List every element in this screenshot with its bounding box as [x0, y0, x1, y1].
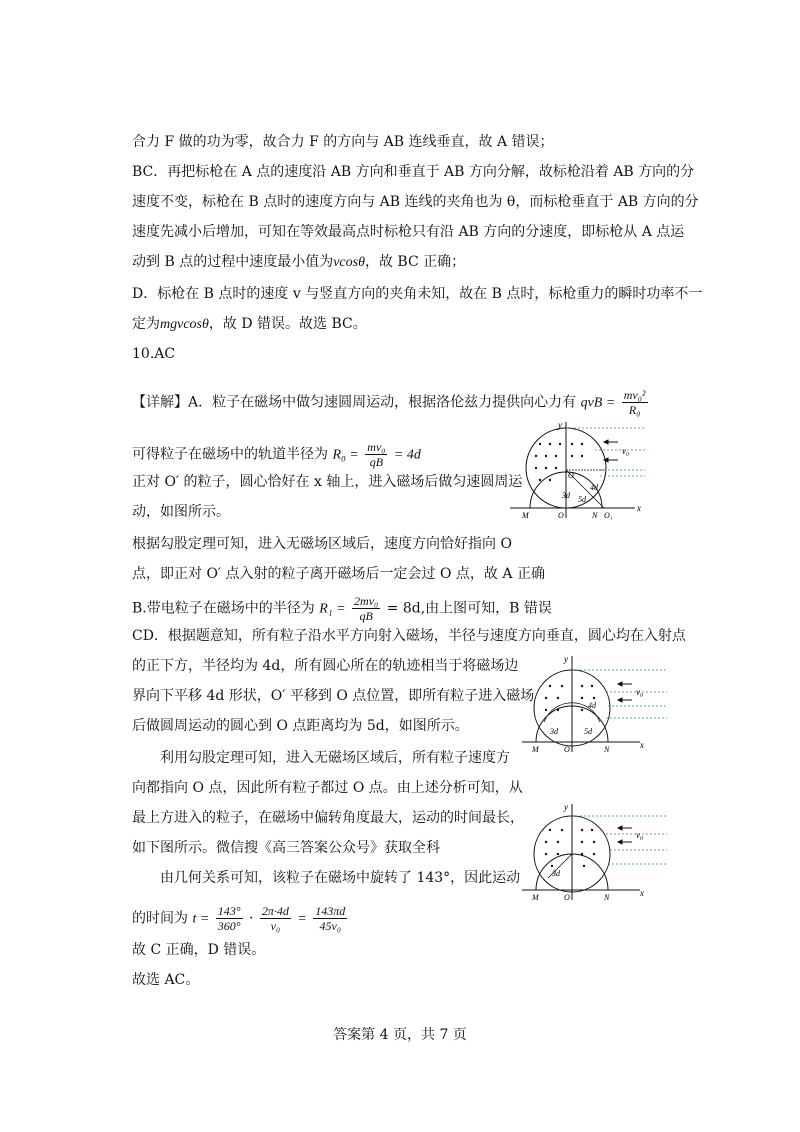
fraction-numerator: mv₀	[367, 440, 386, 454]
point-label-o: O	[564, 745, 570, 754]
text-line: 界向下平移 4d 形状，O′ 平移到 O 点位置，即所有粒子进入磁场	[132, 688, 535, 704]
text-span: 定为	[132, 316, 160, 332]
text-line: 故选 AC。	[132, 972, 200, 988]
text-line: 由几何关系可知，该粒子在磁场中旋转了 143°，因此运动	[160, 870, 521, 886]
text-line: 向都指向 O 点，因此所有粒子都过 O 点。由上述分析可知，从	[132, 780, 523, 796]
fraction-denominator: qB	[359, 609, 373, 623]
fraction-numerator: mv₀²	[623, 388, 646, 402]
text-span: B.带电粒子在磁场中的半径为	[132, 600, 315, 617]
length-label: 4d	[588, 701, 596, 710]
length-label: 3d	[550, 727, 558, 736]
text-line: 动，如图所示。	[132, 504, 230, 520]
axis-label-x: x	[640, 740, 644, 750]
text-line: 点，即正对 O′ 点入射的粒子离开磁场后一定会过 O 点，故 A 正确	[132, 566, 545, 582]
velocity-arrows	[618, 682, 632, 702]
text-line: BC．再把标枪在 A 点的速度沿 AB 方向和垂直于 AB 方向分解，故标枪沿着 AB 方向的分	[132, 164, 695, 180]
formula: R₀ =	[332, 447, 359, 463]
point-label-n: N	[592, 511, 598, 520]
text-span: ，故 BC 正确；	[364, 254, 466, 270]
fraction	[313, 904, 347, 933]
formula: t =	[192, 911, 210, 927]
text-span: = 8d,由上图可知，B 错误	[386, 600, 552, 617]
formula: qvB =	[580, 395, 616, 411]
text-line: D．标枪在 B 点时的速度 v 与竖直方向的夹角未知，故在 B 点时，标枪重力的瞬时功率不一	[132, 286, 703, 302]
text-line: 后做圆周运动的圆心到 O 点距离均为 5d，如图所示。	[132, 718, 469, 734]
length-label: 3d	[562, 491, 570, 500]
formula: vcosθ	[333, 255, 365, 270]
axis-label-x: x	[637, 503, 641, 513]
text-line: 速度先减小后增加，可知在等效最高点时标枪只有沿 AB 方向的分速度，即标枪从 A 点运	[132, 224, 685, 240]
formula: = 4d	[393, 447, 421, 463]
text-line: 合力 F 做的功为零，故合力 F 的方向与 AB 连线垂直，故 A 错误；	[132, 134, 554, 150]
fraction	[260, 904, 291, 933]
fraction-denominator: 45v₀	[319, 919, 342, 933]
fraction-denominator: qB	[369, 455, 384, 469]
text-span: 【详解】A．粒子在磁场中做匀速圆周运动，根据洛伦兹力提供向心力有	[132, 394, 577, 411]
text-span: 动到 B 点的过程中速度最小值为	[132, 254, 334, 270]
velocity-label: v₀	[636, 830, 644, 840]
field-dots	[535, 443, 583, 481]
length-label: 3d	[552, 869, 560, 878]
text-line: 速度不变，标枪在 B 点时的速度方向与 AB 连线的夹角也为 θ，而标枪垂直于 AB 方向的分	[132, 194, 699, 210]
fraction-numerator: 143°	[217, 904, 241, 918]
fraction	[365, 440, 387, 469]
length-label: 5d	[584, 727, 592, 736]
text-line: 如下图所示。微信搜《高三答案公众号》获取全科	[132, 840, 440, 856]
question-number: 10.AC	[132, 346, 176, 362]
point-label-m: M	[522, 511, 529, 520]
point-label-n: N	[604, 893, 610, 902]
fraction	[216, 904, 243, 933]
text-span: 可得粒子在磁场中的轨道半径为	[132, 446, 328, 463]
velocity-arrows	[604, 440, 618, 462]
text-line: 正对 O′ 的粒子，圆心恰好在 x 轴上，进入磁场后做匀速圆周运	[132, 474, 523, 490]
text-span: ·	[249, 910, 254, 927]
text-line	[132, 594, 552, 623]
formula: =	[297, 911, 307, 927]
text-line	[132, 440, 421, 469]
point-label-m: M	[532, 745, 539, 754]
point-label-o: O	[564, 893, 570, 902]
velocity-label: v₀	[622, 446, 630, 456]
point-label-o-prime: O′	[568, 471, 576, 480]
fraction-denominator: 360°	[217, 919, 241, 933]
point-label-o1: O₁	[604, 511, 613, 520]
fraction	[622, 388, 648, 417]
text-line: 根据勾股定理可知，进入无磁场区域后，速度方向恰好指向 O	[132, 536, 512, 552]
axis-label-x: x	[640, 888, 644, 898]
length-label: 5d	[578, 495, 586, 504]
velocity-label: v₀	[636, 687, 644, 697]
fraction-denominator: v₀	[270, 919, 281, 933]
axis-label-y: y	[564, 802, 568, 812]
fraction-numerator: 2π·4d	[261, 904, 289, 918]
magnetic-field-figure-3	[522, 800, 672, 902]
text-line	[132, 388, 650, 417]
velocity-arrows	[618, 826, 632, 844]
length-label: 4d	[590, 483, 598, 492]
formula: R₁ =	[319, 601, 346, 617]
fraction-denominator: R₀	[628, 403, 641, 417]
text-line: 故 C 正确，D 错误。	[132, 942, 266, 958]
fraction-numerator: 143πd	[315, 904, 346, 918]
text-line: 利用勾股定理可知，进入无磁场区域后，所有粒子速度方	[160, 750, 510, 766]
text-line: 的正下方，半径均为 4d，所有圆心所在的轨迹相当于将磁场边	[132, 658, 519, 674]
text-line	[132, 904, 349, 933]
text-line	[132, 252, 465, 273]
field-dots	[545, 829, 595, 867]
point-label-o: O	[558, 511, 564, 520]
axis-label-y: y	[558, 420, 562, 430]
incident-lines	[572, 670, 667, 718]
text-span: 的时间为	[132, 910, 188, 927]
point-label-n: N	[604, 745, 610, 754]
axis-label-y: y	[564, 654, 568, 664]
text-line	[132, 314, 367, 335]
fraction	[352, 594, 380, 623]
point-label-m: M	[532, 893, 539, 902]
text-span: ，故 D 错误。故选 BC。	[208, 316, 367, 332]
formula: mgvcosθ	[160, 317, 209, 332]
fraction-numerator: 2mv₀	[354, 594, 379, 608]
page-footer: 答案第 4 页，共 7 页	[333, 1027, 467, 1043]
magnetic-field-figure-2	[522, 652, 672, 754]
magnetic-field-figure-1	[500, 418, 650, 520]
text-line: CD．根据题意知，所有粒子沿水平方向射入磁场，半径与速度方向垂直，圆心均在入射点	[132, 628, 686, 644]
text-line: 最上方进入的粒子，在磁场中偏转角度最大，运动的时间最长，	[132, 810, 524, 826]
